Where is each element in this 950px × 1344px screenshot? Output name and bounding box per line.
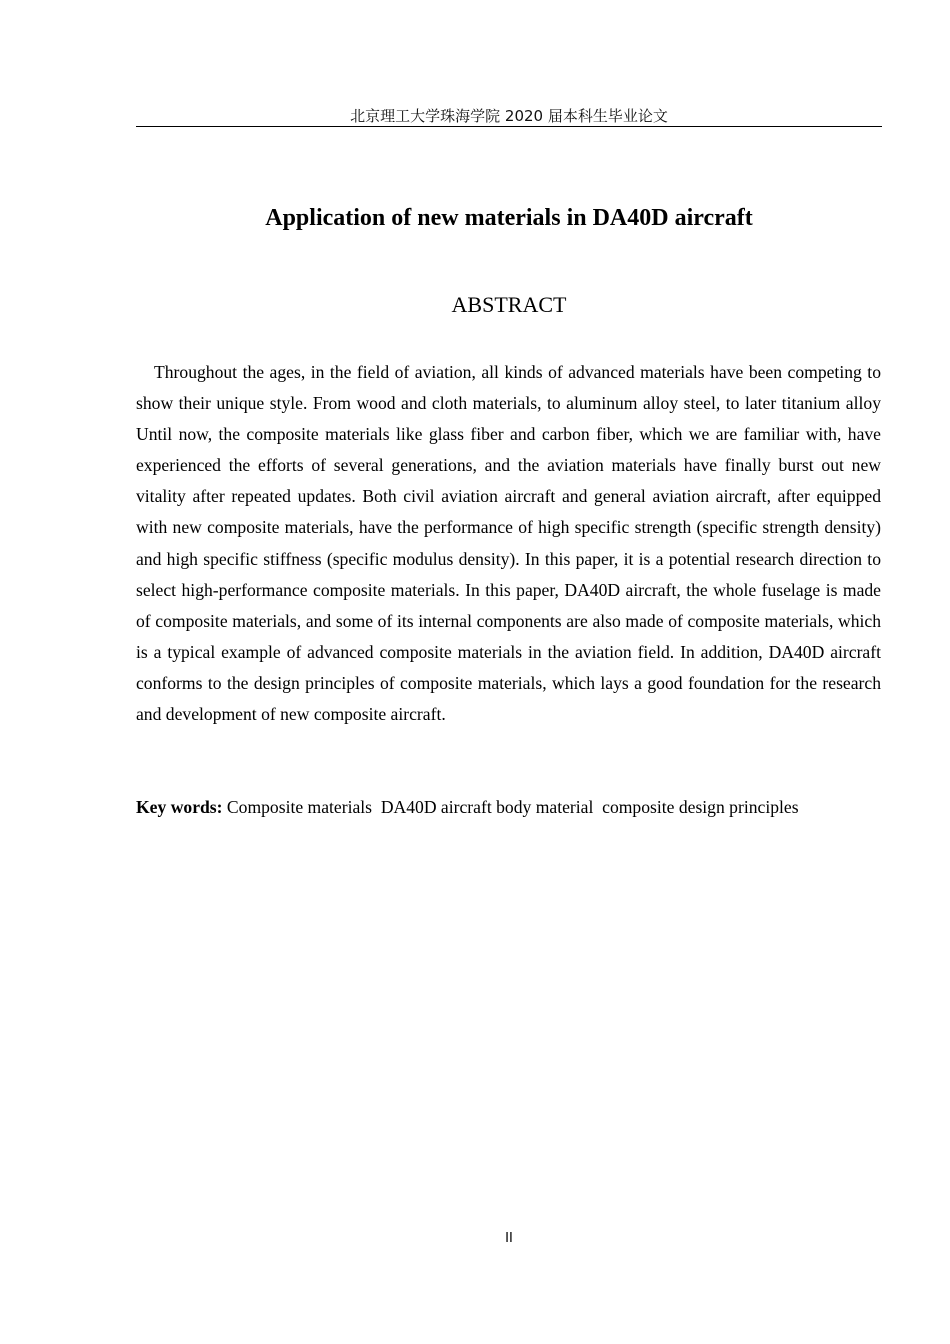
- paper-title: Application of new materials in DA40D aircraft: [265, 205, 753, 231]
- header-rule: [136, 126, 882, 127]
- page-number: II: [505, 1231, 513, 1246]
- keywords-line: [136, 794, 896, 820]
- abstract-heading: ABSTRACT: [451, 292, 567, 317]
- abstract-body: Throughout the ages, in the field of aviation, all kinds of advanced materials have been competing to show their unique style. From wood and cloth materials, to aluminum alloy steel, to later titanium alloy Until now, the composite materials like glass fiber and carbon fiber, which we are familiar with, have experienced the efforts of several generations, and the aviation materials have finally burst out new vitality after repeated updates. Both civil aviation aircraft and general aviation aircraft, after equipped with new composite materials, have the performance of high specific strength (specific strength density) and high specific stiffness (specific modulus density). In this paper, it is a potential research direction to select high-performance composite materials. In this paper, DA40D aircraft, the whole fuselage is made of composite materials, and some of its internal components are also made of composite materials, which is a typical example of advanced composite materials in the aviation field. In addition, DA40D aircraft conforms to the design principles of composite materials, which lays a good foundation for the research and development of new composite aircraft.: [136, 362, 881, 725]
- keywords-terms: Composite materials DA40D aircraft body material composite design principles: [226, 797, 799, 817]
- running-header: 北京理工大学珠海学院 2020 届本科生毕业论文: [350, 107, 668, 125]
- keywords-label: Key words:: [136, 797, 223, 817]
